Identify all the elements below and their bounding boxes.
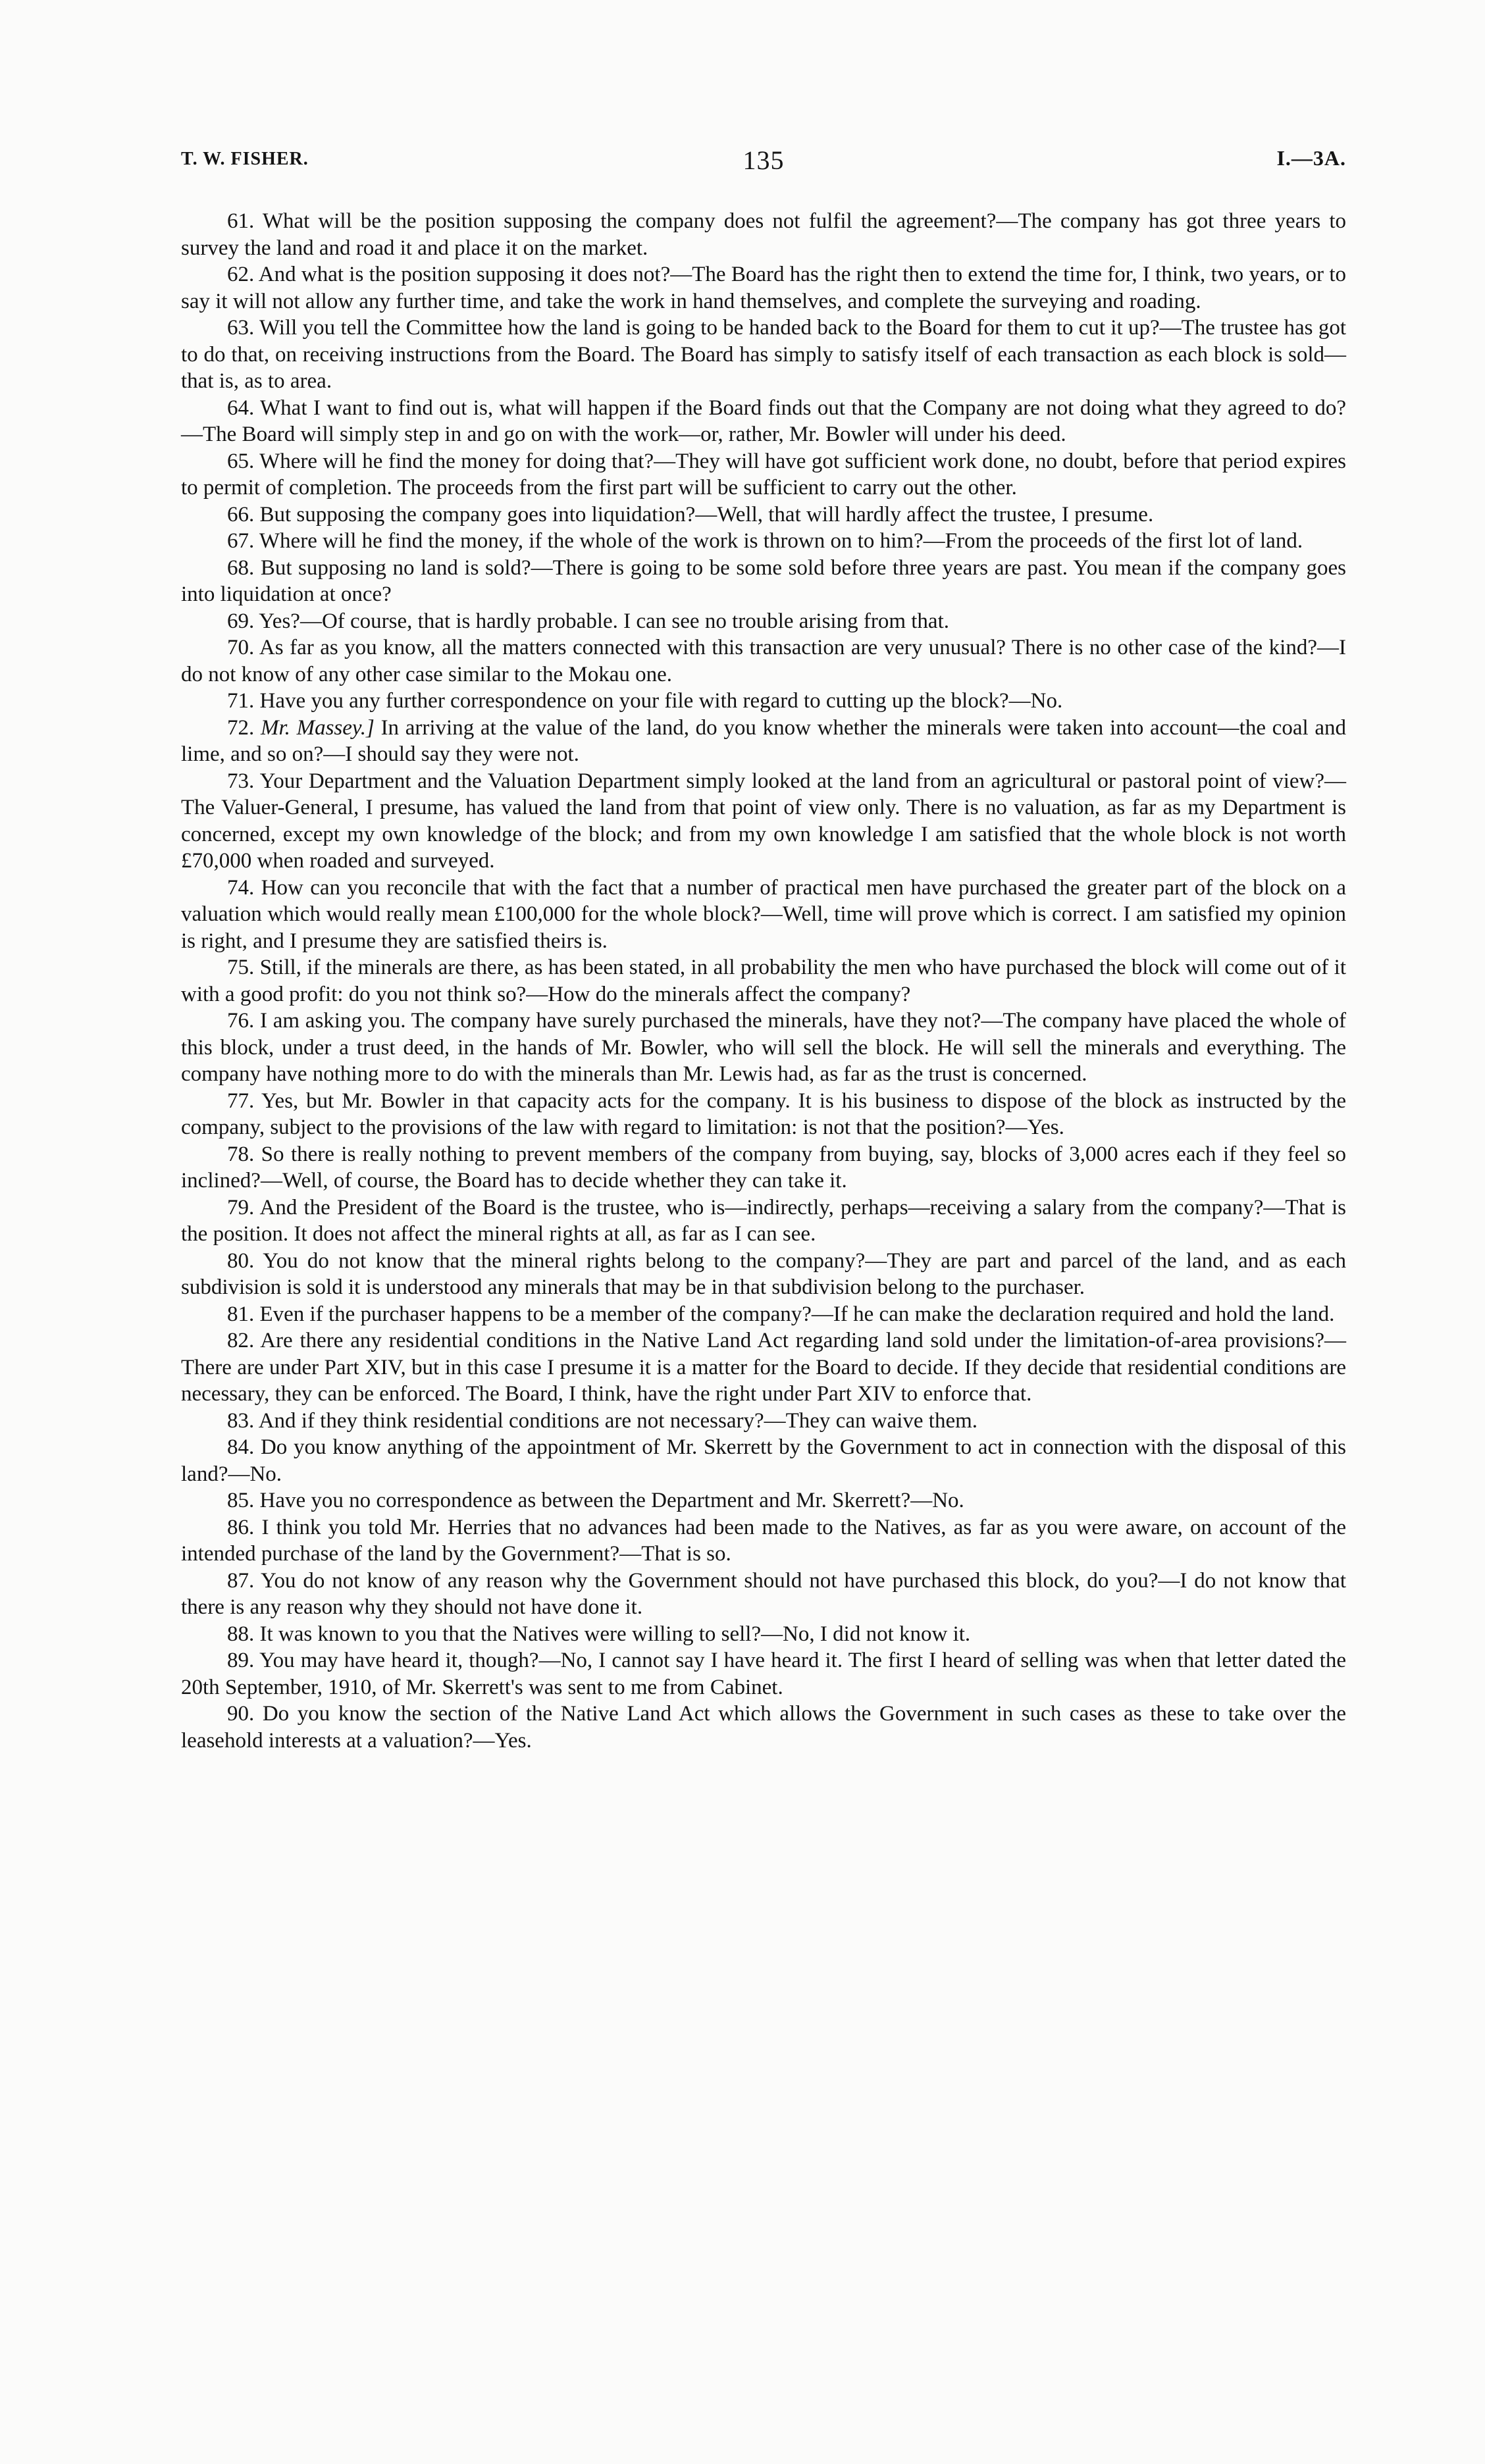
paragraph-90 — [181, 1701, 1346, 1754]
paragraph-text: Your Department and the Valuation Department simply looked at the land from an agricultural or pastoral point of view?—The Valuer-General, I presume, has valued the land from that point of view only. There is no valuation, as far as my Department is concerned, except my own knowledge of the block; and from my own knowledge I am satisfied that the whole block is not worth £70,000 when roaded and surveyed. — [181, 769, 1346, 873]
question-number: 83. — [227, 1408, 255, 1433]
paragraph-61 — [181, 208, 1346, 261]
question-number: 67. — [227, 529, 255, 553]
question-number: 63. — [227, 316, 255, 340]
paragraph-text: I think you told Mr. Herries that no advances had been made to the Natives, as far as you were aware, on account of the intended purchase of the land by the Government?—That is so. — [181, 1515, 1347, 1566]
paragraph-79 — [181, 1194, 1346, 1248]
paragraph-83 — [181, 1408, 1346, 1435]
evidence-body — [181, 208, 1346, 1754]
paragraph-67 — [181, 528, 1346, 555]
page-header — [181, 146, 1346, 186]
question-number: 78. — [227, 1142, 255, 1166]
paragraph-86 — [181, 1514, 1346, 1568]
question-number: 64. — [227, 396, 255, 420]
paragraph-text: Where will he find the money for doing that?—They will have got sufficient work done, no doubt, before that period expires to permit of completion. The proceeds from the first part will be sufficient to carry out the other. — [181, 449, 1346, 500]
paragraph-text: How can you reconcile that with the fact that a number of practical men have purchased the greater part of the block on a valuation which would really mean £100,000 for the whole block?—Well, time will prove which is correct. I am satisfied my opinion is right, and I presume they are satisfied theirs is. — [181, 875, 1347, 953]
header-witness-name: T. W. FISHER. — [181, 149, 309, 169]
paragraph-71 — [181, 688, 1346, 715]
question-number: 80. — [227, 1248, 255, 1273]
question-number: 69. — [227, 609, 255, 633]
question-number: 81. — [227, 1302, 255, 1326]
paragraph-80 — [181, 1248, 1346, 1301]
paragraph-68 — [181, 555, 1346, 608]
question-number: 77. — [227, 1089, 255, 1113]
paragraph-text: Where will he find the money, if the whole of the work is thrown on to him?—From the proceeds of the first lot of land. — [259, 529, 1303, 553]
question-number: 85. — [227, 1489, 255, 1512]
paragraph-63 — [181, 315, 1346, 395]
paragraph-74 — [181, 875, 1346, 955]
paragraph-text: Yes?—Of course, that is hardly probable. I can see no trouble arising from that. — [259, 609, 949, 633]
question-number: 75. — [227, 956, 255, 979]
paragraph-87 — [181, 1568, 1346, 1621]
paragraph-text: It was known to you that the Natives were willing to sell?—No, I did not know it. — [259, 1622, 971, 1646]
question-number: 68. — [227, 555, 255, 580]
paragraph-text: Have you any further correspondence on your file with regard to cutting up the block?—No. — [259, 689, 1063, 713]
paragraph-text: Do you know anything of the appointment of Mr. Skerrett by the Government to act in connection with the disposal of this land?—No. — [181, 1435, 1347, 1486]
question-number: 73. — [227, 769, 255, 793]
paragraph-text: But supposing no land is sold?—There is going to be some sold before three years are past. You mean if the company goes into liquidation at once? — [181, 555, 1346, 606]
document-reference: I.—3A. — [1276, 146, 1346, 170]
paragraph-78 — [181, 1141, 1346, 1194]
question-number: 87. — [227, 1568, 255, 1593]
paragraph-64 — [181, 395, 1346, 448]
question-number: 76. — [227, 1009, 255, 1033]
question-number: 71. — [227, 689, 255, 713]
paragraph-text: What will be the position supposing the company does not fulfil the agreement?—The company has got three years to survey the land and road it and place it on the market. — [181, 209, 1346, 260]
paragraph-text: I am asking you. The company have surely purchased the minerals, have they not?—The company have placed the whole of this block, under a trust deed, in the hands of Mr. Bowler, who will sell the block. He will sell the minerals and everything. The company have nothing more to do with the minerals than Mr. Lewis had, as far as the trust is concerned. — [181, 1009, 1347, 1086]
paragraph-84 — [181, 1434, 1346, 1487]
paragraph-76 — [181, 1008, 1346, 1088]
paragraph-65 — [181, 448, 1346, 501]
question-number: 90. — [227, 1702, 255, 1726]
paragraph-73 — [181, 768, 1346, 875]
paragraph-text: Still, if the minerals are there, as has been stated, in all probability the men who have purchased the block will come out of it with a good profit: do you not think so?—How do the minerals affect the company? — [181, 956, 1347, 1006]
question-number: 65. — [227, 449, 255, 473]
paragraph-text: So there is really nothing to prevent members of the company from buying, say, blocks of 3,000 acres each if they feel so inclined?—Well, of course, the Board has to decide whether they can take it. — [181, 1142, 1346, 1193]
question-number: 79. — [227, 1195, 255, 1219]
paragraph-text: But supposing the company goes into liquidation?—Well, that will hardly affect the trustee, I presume. — [259, 502, 1154, 526]
question-number: 89. — [227, 1649, 255, 1672]
speaker-label: Mr. Massey.] — [260, 715, 375, 740]
paragraph-text: Will you tell the Committee how the land is going to be handed back to the Board for them to cut it up?—The trustee has got to do that, on receiving instructions from the Board. The Board has simply to satisfy itself of each transaction as each block is sold—that is, as to area. — [181, 316, 1346, 393]
paragraph-text: What I want to find out is, what will happen if the Board finds out that the Company are not doing what they agreed to do?—The Board will simply step in and go on with the work—or, rather, Mr. Bowler will under his deed. — [181, 396, 1347, 446]
question-number: 70. — [227, 636, 255, 659]
question-number: 62. — [227, 263, 255, 286]
paragraph-text: Yes, but Mr. Bowler in that capacity acts for the company. It is his business to dispose of the block as instructed by the company, subject to the provisions of the law with regard to limitation: is not that the position?—Yes. — [181, 1089, 1346, 1139]
paragraph-text: Are there any residential conditions in the Native Land Act regarding land sold under the limitation-of-area provisions?—There are under Part XIV, but in this case I presume it is a matter for the Board to decide. If they decide that residential conditions are necessary, they can be enforced. The Board, I think, have the right under Part XIV to enforce that. — [181, 1329, 1346, 1406]
paragraph-81 — [181, 1301, 1346, 1328]
paragraph-70 — [181, 634, 1346, 688]
question-number: 88. — [227, 1622, 255, 1646]
question-number: 82. — [227, 1329, 255, 1352]
paragraph-text: You may have heard it, though?—No, I cannot say I have heard it. The first I heard of selling was when that letter dated the 20th September, 1910, of Mr. Skerrett's was sent to me from Cabinet. — [181, 1649, 1346, 1699]
paragraph-89 — [181, 1647, 1346, 1701]
paragraph-text: Do you know the section of the Native Land Act which allows the Government in such cases as these to take over the leasehold interests at a valuation?—Yes. — [181, 1702, 1346, 1753]
paragraph-text: You do not know that the mineral rights belong to the company?—They are part and parcel of the land, and as each subdivision is sold it is understood any minerals that may be in that subdivision belong to the purchaser. — [181, 1248, 1347, 1299]
question-number: 84. — [227, 1435, 255, 1459]
page-number: 135 — [742, 145, 785, 175]
paragraph-62 — [181, 261, 1346, 315]
paragraph-72 — [181, 715, 1346, 768]
paragraph-text: Have you no correspondence as between the Department and Mr. Skerrett?—No. — [259, 1489, 964, 1512]
paragraph-66 — [181, 501, 1346, 528]
question-number: 74. — [227, 875, 255, 900]
paragraph-text: And what is the position supposing it does not?—The Board has the right then to extend the time for, I think, two years, or to say it will not allow any further time, and take the work in hand themselves, and complete the surveying and roading. — [181, 263, 1346, 313]
paragraph-69 — [181, 608, 1346, 635]
question-number: 72. — [227, 715, 255, 740]
paragraph-text: Even if the purchaser happens to be a member of the company?—If he can make the declaration required and hold the land. — [259, 1302, 1335, 1326]
paragraph-text: You do not know of any reason why the Government should not have purchased this block, do you?—I do not know that there is any reason why they should not have done it. — [181, 1568, 1346, 1619]
paragraph-text: In arriving at the value of the land, do you know whether the minerals were taken into account—the coal and lime, and so on?—I should say they were not. — [181, 715, 1346, 766]
paragraph-82 — [181, 1327, 1346, 1408]
paragraph-85 — [181, 1487, 1346, 1514]
paragraph-77 — [181, 1088, 1346, 1141]
question-number: 66. — [227, 502, 255, 526]
paragraph-88 — [181, 1621, 1346, 1648]
paragraph-text: And the President of the Board is the trustee, who is—indirectly, perhaps—receiving a salary from the company?—That is the position. It does not affect the mineral rights at all, as far as I can see. — [181, 1195, 1346, 1246]
question-number: 86. — [227, 1515, 255, 1539]
paragraph-text: As far as you know, all the matters connected with this transaction are very unusual? There is no other case of the kind?—I do not know of any other case similar to the Mokau one. — [181, 636, 1346, 686]
paragraph-text: And if they think residential conditions are not necessary?—They can waive them. — [258, 1408, 978, 1433]
paragraph-75 — [181, 954, 1346, 1008]
question-number: 61. — [227, 209, 255, 233]
